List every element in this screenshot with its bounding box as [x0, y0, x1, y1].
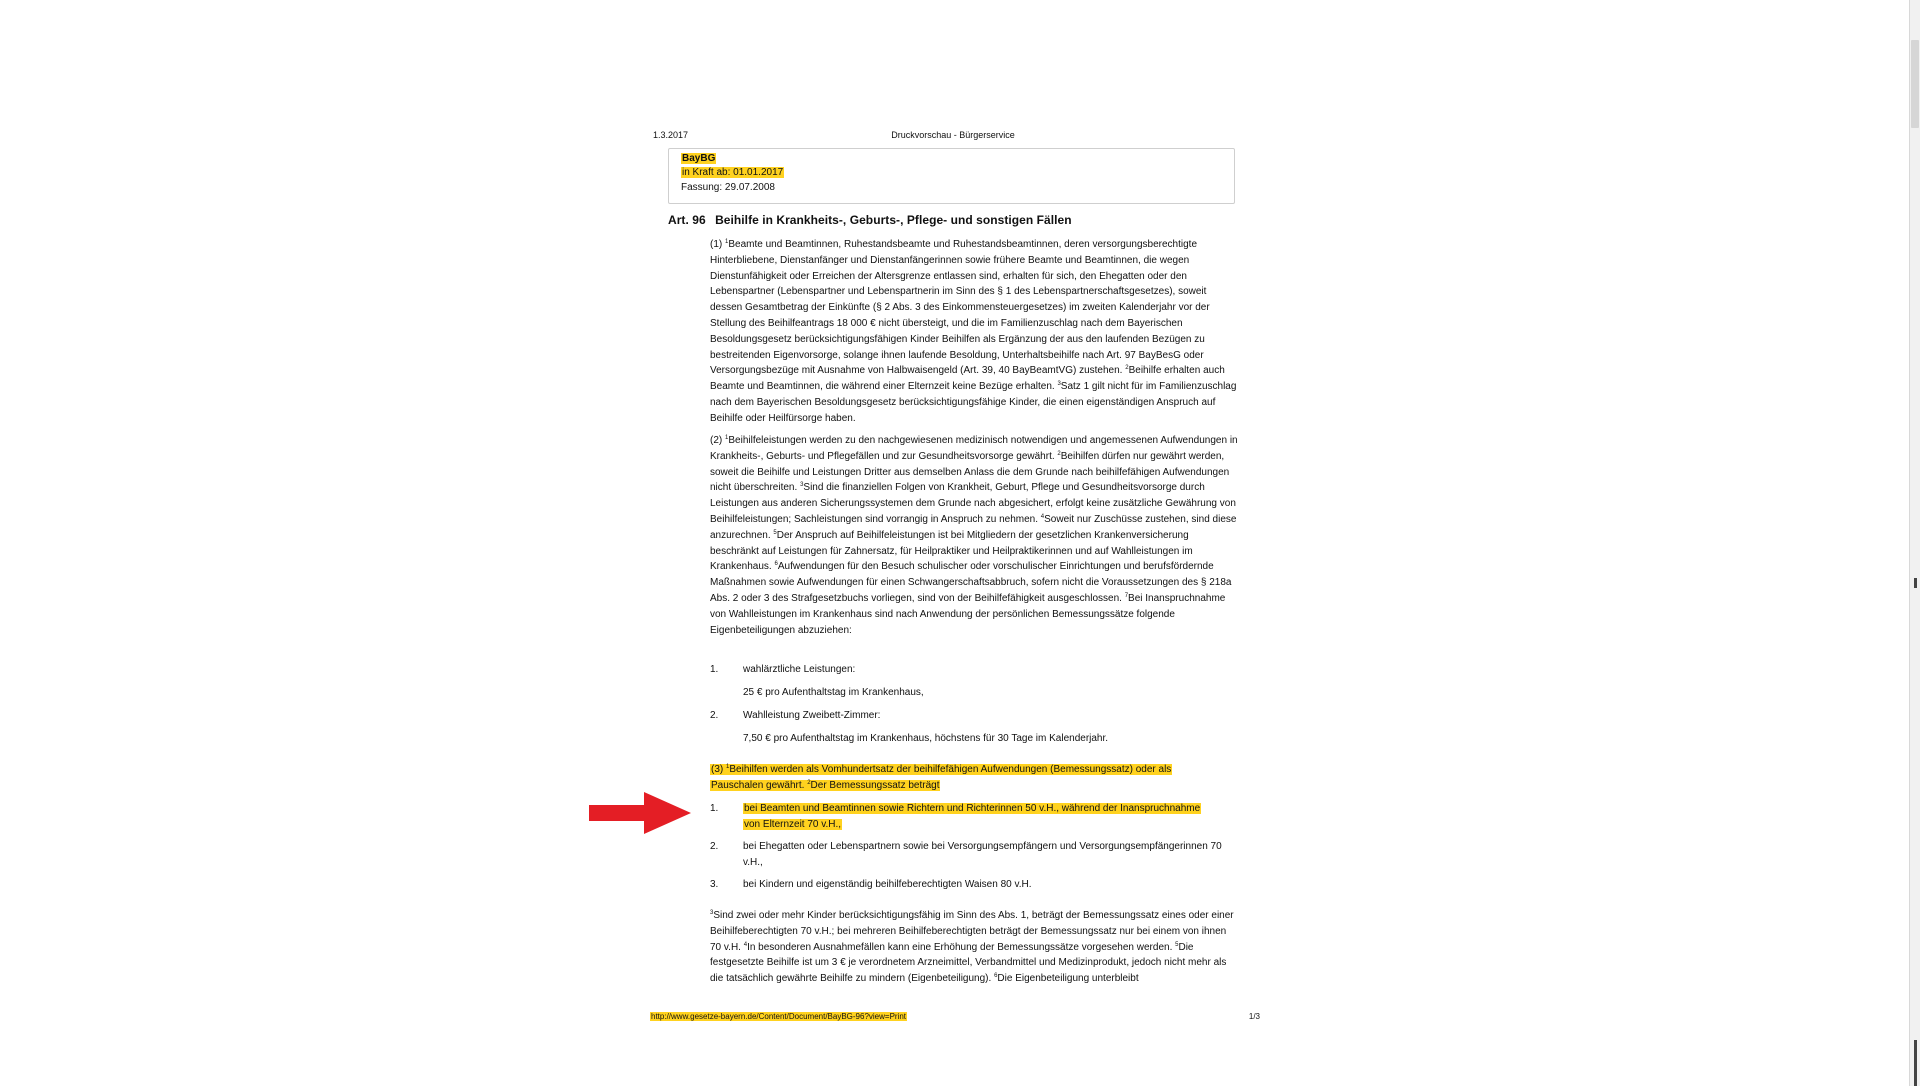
article-title: Beihilfe in Krankheits-, Geburts-, Pflege- und sonstigen Fällen — [715, 213, 1072, 227]
print-title: Druckvorschau - Bürgerservice — [891, 130, 1015, 140]
article-heading — [668, 213, 1072, 227]
law-in-force: in Kraft ab: 01.01.2017 — [682, 167, 784, 178]
vertical-scrollbar[interactable] — [1909, 0, 1920, 1086]
article-number: Art. 96 — [668, 213, 706, 227]
print-date: 1.3.2017 — [653, 130, 689, 140]
print-preview-page: 1.3.2017 Druckvorschau - Bürgerservice BayBG in Kraft ab: 01.01.2017 Fassung: 29.07.2008 Art. 96 Beihilfe in Krankheits-, Geburts-, Pflege- und sonstigen Fällen (1) $^1$Beamte und Beamtinnen, Ruhestandsbeamte und Ruhestandsbeamtinnen, deren versorgungsberechtigte Hinterbliebene, Dienstanfänger und Dienstanfängerinnen sowie frühere Beamte und Beamtinnen, die wegen Dienstunfähigkeit oder Erreichen der Altersgrenze entlassen sind, erhalten für sich, den Ehegatten oder den Lebenspartner (Lebenspartner und Lebenspartnerin im Sinn des § 1 des Lebenspartnerschaftsgesetzes), soweit dessen Gesamtbetrag der Einkünfte (§ 2 Abs. 3 des Einkommensteuergesetzes) im zweiten Kalenderjahr vor der Stellung des Beihilfeantrags 18 000 € nicht übersteigt, und die im Familienzuschlag nach dem Bayerischen Besoldungsgesetz berücksichtigungsfähigen Kinder Beihilfen als Ergänzung der aus den laufenden Bezügen zu bestreitenden Eigenvorsorge, solange ihnen laufende Besoldung, Unterhaltsbeihilfe nach Art. 97 BayBesG oder Versorgungsbezüge mit Ausnahme von Halbwaisengeld (Art. 39, 40 BayBeamtVG) zustehen. $^2$Beihilfe erhalten auch Beamte und Beamtinnen, die während einer Elternzeit keine Bezüge erhalten. $^3$Satz 1 gilt nicht für im Familienzuschlag nach dem Bayerischen Besoldungsgesetz berücksichtigungsfähige Kinder, die einen eigenständigen Anspruch auf Beihilfe oder Heilfürsorge haben. (2) $^1$Beihilfeleistungen werden zu den nachgewiesenen medizinisch notwendigen und angemessenen Aufwendungen in Krankheits-, Geburts- und Pflegefällen und zur Gesundheitsvorsorge gewährt. $^2$Beihilfen dürfen nur gewährt werden, soweit die Beihilfe und Leistungen Dritter aus demselben Anlass die dem Grunde nach beihilfefähigen Aufwendungen nicht überschreiten. $^3$Sind die finanziellen Folgen von Krankheit, Geburt, Pflege und Gesundheitsvorsorge durch Leistungen aus anderen Sicherungssystemen dem Grunde nach abgesichert, erfolgt keine zusätzliche Gewährung von Beihilfeleistungen; Sachleistungen sind vorrangig in Anspruch zu nehmen. $^4$Soweit nur Zuschüsse zustehen, sind diese anzurechnen. $^5$Der Anspruch auf Beihilfeleistungen ist bei Mitgliedern der gesetzlichen Krankenversicherung beschränkt auf Leistungen für Zahnersatz, für Heilpraktiker und Heilpraktikerinnen und auf Wahlleistungen im Krankenhaus. $^6$Aufwendungen für den Besuch schulischer oder vorschulischer Einrichtungen und berufsfördernde Maßnahmen sowie Aufwendungen für einen Schwangerschaftsabbruch, sofern nicht die Voraussetzungen des § 218a Abs. 2 oder 3 des Strafgesetzbuchs vorliegen, sind von der Beihilfefähigkeit ausgeschlossen. $^7$Bei Inanspruchnahme von Wahlleistungen im Krankenhaus sind nach Anwendung der persönlichen Bemessungssätze folgende Eigenbeteiligungen abzuziehen: 1. wahlärztliche Leistungen: 25 € pro Aufenthaltstag im Krankenhaus, 2. Wahlleistung Zweibett-Zimmer: 7,50 € pro Aufenthaltstag im Krankenhaus, höchstens für 30 Tage im Kalenderjahr. (3) $^1$Beihilfen werden als Vomhundertsatz der beihilfefähigen Aufwendungen (Bemessungssatz) oder als Pauschalen gewährt. $^2$Der Bemessungssatz beträgt 1. bei Beamten und Beamtinnen sowie Richtern und Richterinnen 50 v.H., während der Inanspruchnahme von Elternzeit 70 v.H., 2. bei Ehegatten oder Lebenspartnern sowie bei Versorgungsempfängern und Versorgungsempfängerinnen 70 v.H., 3. bei Kindern und eigenständig beihilfeberechtigten Waisen 80 v.H. $^3$Sind zwei oder mehr Kinder berücksichtigungsfähig im Sinn des Abs. 1, beträgt der Bemessungssatz eines oder einer Beihilfeberechtigten 70 v.H.; bei mehreren Beihilfeberechtigten beträgt der Bemessungssatz nur bei einem von ihnen 70 v.H. $^4$In besonderen Ausnahmefällen kann eine Erhöhung der Bemessungssätze vorgesehen werden. $^5$Die festgesetzte Beihilfe ist um 3 € je verordnetem Arzneimittel, Verbandmittel und Medizinprodukt, jedoch nicht mehr als die tatsächlich gewährte Beihilfe zu mindern (Eigenbeteiligung). $^6$Die Eigenbeteiligung unterbleibt http://www.gesetze-bayern.de/Content/Document/BayBG-96?view=Print 1/3 — [651, 130, 1260, 1021]
section-1: (1) $^1$Beamte und Beamtinnen, Ruhestandsbeamte und Ruhestandsbeamtinnen, deren versorgungsberechtigte Hinterbliebene, Dienstanfänger und Dienstanfängerinnen sowie frühere Beamte und Beamtinnen, die wegen Dienstunfähigkeit oder Erreichen der Altersgrenze entlassen sind, erhalten für sich, den Ehegatten oder den Lebenspartner (Lebenspartner und Lebenspartnerin im Sinn des § 1 des Lebenspartnerschaftsgesetzes), soweit dessen Gesamtbetrag der Einkünfte (§ 2 Abs. 3 des Einkommensteuergesetzes) im zweiten Kalenderjahr vor der Stellung des Beihilfeantrags 18 000 € nicht übersteigt, und die im Familienzuschlag nach dem Bayerischen Besoldungsgesetz berücksichtigungsfähigen Kinder Beihilfen als Ergänzung der aus den laufenden Bezügen zu bestreitenden Eigenvorsorge, solange ihnen laufende Besoldung, Unterhaltsbeihilfe nach Art. 97 BayBesG oder Versorgungsbezüge mit Ausnahme von Halbwaisengeld (Art. 39, 40 BayBeamtVG) zustehen. $^2$Beihilfe erhalten auch Beamte und Beamtinnen, die während einer Elternzeit keine Bezüge erhalten. $^3$Satz 1 gilt nicht für im Familienzuschlag nach dem Bayerischen Besoldungsgesetz berücksichtigungsfähige Kinder, die einen eigenständigen Anspruch auf Beihilfe oder Heilfürsorge haben. — [710, 239, 1237, 424]
scrollbar-thumb[interactable] — [1911, 40, 1919, 128]
scrollbar-marker — [1914, 1040, 1917, 1086]
page-number: 1/3 — [1248, 1012, 1260, 1021]
section-3-continued: $^3$Sind zwei oder mehr Kinder berücksichtigungsfähig im Sinn des Abs. 1, beträgt der Bemessungssatz eines oder einer Beihilfeberechtigten 70 v.H.; bei mehreren Beihilfeberechtigten beträgt der Bemessungssatz nur bei einem von ihnen 70 v.H. $^4$In besonderen Ausnahmefällen kann eine Erhöhung der Bemessungssätze vorgesehen werden. $^5$Die festgesetzte Beihilfe ist um 3 € je verordnetem Arzneimittel, Verbandmittel und Medizinprodukt, jedoch nicht mehr als die tatsächlich gewährte Beihilfe zu mindern (Eigenbeteiligung). $^6$Die Eigenbeteiligung unterbleibt — [710, 910, 1234, 985]
scrollbar-marker — [1914, 578, 1917, 588]
law-info-box — [668, 148, 1235, 204]
law-version: Fassung: 29.07.2008 — [681, 182, 775, 193]
source-url: http://www.gesetze-bayern.de/Content/Document/BayBG-96?view=Print — [651, 1012, 907, 1021]
red-arrow-icon — [589, 792, 691, 834]
section-2: (2) $^1$Beihilfeleistungen werden zu den nachgewiesenen medizinisch notwendigen und angemessenen Aufwendungen in Krankheits-, Geburts- und Pflegefällen und zur Gesundheitsvorsorge gewährt. $^2$Beihilfen dürfen nur gewährt werden, soweit die Beihilfe und Leistungen Dritter aus demselben Anlass die dem Grunde nach beihilfefähigen Aufwendungen nicht überschreiten. $^3$Sind die finanziellen Folgen von Krankheit, Geburt, Pflege und Gesundheitsvorsorge durch Leistungen aus anderen Sicherungssystemen dem Grunde nach abgesichert, erfolgt keine zusätzliche Gewährung von Beihilfeleistungen; Sachleistungen sind vorrangig in Anspruch zu nehmen. $^4$Soweit nur Zuschüsse zustehen, sind diese anzurechnen. $^5$Der Anspruch auf Beihilfeleistungen ist bei Mitgliedern der gesetzlichen Krankenversicherung beschränkt auf Leistungen für Zahnersatz, für Heilpraktiker und Heilpraktikerinnen und auf Wahlleistungen im Krankenhaus. $^6$Aufwendungen für den Besuch schulischer oder vorschulischer Einrichtungen und berufsfördernde Maßnahmen sowie Aufwendungen für einen Schwangerschaftsabbruch, sofern nicht die Voraussetzungen des § 218a Abs. 2 oder 3 des Strafgesetzbuchs vorliegen, sind von der Beihilfefähigkeit ausgeschlossen. $^7$Bei Inanspruchnahme von Wahlleistungen im Krankenhaus sind nach Anwendung der persönlichen Bemessungssätze folgende Eigenbeteiligungen abzuziehen: — [710, 435, 1238, 636]
section-3-intro: (3) $^1$Beihilfen werden als Vomhundertsatz der beihilfefähigen Aufwendungen (Bemessungssatz) oder als Pauschalen gewährt. $^2$Der Bemessungssatz beträgt — [711, 764, 1172, 791]
law-abbreviation: BayBG — [682, 153, 716, 164]
